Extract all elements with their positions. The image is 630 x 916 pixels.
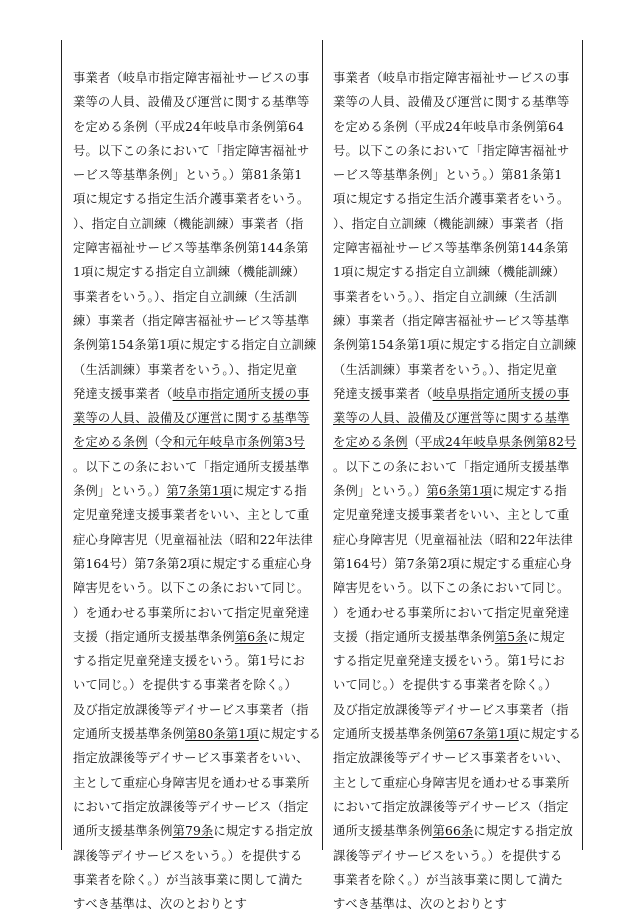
text-segment: 条例第154条第1項に規定する指定自立訓練: [73, 338, 317, 353]
text-line: [333, 649, 573, 673]
text-line: [333, 455, 573, 479]
text-segment: （: [147, 435, 161, 450]
text-line: [333, 771, 573, 795]
text-segment: において指定放課後等デイサービス（指定: [73, 799, 309, 814]
text-line: [333, 625, 573, 649]
text-segment: 事業者を除く。）が当該事業に関して満た: [73, 872, 304, 887]
text-line: [73, 819, 313, 843]
text-segment: 定児童発達支援事業者をいい、主として重: [333, 508, 570, 523]
text-line: [333, 382, 573, 406]
text-segment: を定める条例（平成24年岐阜市条例第64: [333, 119, 565, 134]
text-segment: 練）事業者（指定障害福祉サービス等基準: [333, 313, 570, 328]
table-column-divider: [322, 40, 323, 850]
text-line: [333, 601, 573, 625]
text-line: [73, 163, 313, 187]
text-segment: ）を通わせる事業所において指定児童発達: [333, 605, 570, 620]
text-segment: 第164号）第7条第2項に規定する重症心身: [333, 556, 573, 571]
current-text-column: [333, 66, 581, 916]
text-segment: ）、指定自立訓練（機能訓練）事業者（指: [333, 216, 564, 231]
text-segment: 症心身障害児（児童福祉法（昭和22年法律: [73, 532, 313, 547]
table-border-right: [582, 40, 583, 850]
text-segment: 指定放課後等デイサービス事業者をいい、: [73, 751, 309, 766]
text-line: [333, 528, 573, 552]
text-line: [333, 892, 573, 916]
underlined-amendment: 第6条第1項: [426, 484, 493, 499]
text-line: [73, 601, 313, 625]
text-segment: する指定児童発達支援をいう。第1号にお: [73, 654, 306, 669]
text-segment: 課後等デイサービスをいう。）を提供する: [333, 848, 563, 863]
text-segment: に規定する指定放: [213, 824, 313, 839]
underlined-amendment: 令和元年岐阜市条例第3号: [160, 435, 306, 450]
text-segment: ービス等基準条例」という。）第81条第1: [333, 168, 563, 183]
text-line: [73, 649, 313, 673]
text-segment: 支援（指定通所支援基準条例: [73, 629, 235, 644]
text-segment: 第164号）第7条第2項に規定する重症心身: [73, 556, 313, 571]
text-segment: ービス等基準条例」という。）第81条第1: [73, 168, 303, 183]
text-line: [333, 309, 573, 333]
text-segment: に規定: [267, 629, 306, 644]
text-line: [333, 722, 581, 746]
text-segment: する指定児童発達支援をいう。第1号にお: [333, 654, 566, 669]
text-line: [333, 212, 573, 236]
text-segment: 条例第154条第1項に規定する指定自立訓練: [333, 338, 577, 353]
text-line: [73, 771, 313, 795]
underlined-amendment: 岐阜市指定通所支援の事: [172, 386, 310, 401]
underlined-amendment: 第66条: [432, 824, 474, 839]
text-segment: に規定する指: [232, 484, 307, 499]
underlined-amendment: 第79条: [172, 824, 214, 839]
text-segment: に規定する指: [492, 484, 567, 499]
text-line: [73, 576, 313, 600]
text-segment: に規定する指定放: [473, 824, 573, 839]
underlined-amendment: 業等の人員、設備及び運営に関する基準等: [73, 411, 310, 426]
text-segment: 事業者（岐阜市指定障害福祉サービスの事: [333, 71, 570, 85]
text-line: [333, 673, 573, 697]
underlined-amendment: 第7条第1項: [166, 484, 233, 499]
text-segment: 項に規定する指定生活介護事業者をいう。: [73, 192, 310, 207]
underlined-amendment: を定める条例: [333, 435, 408, 450]
underlined-amendment: 第6条: [234, 629, 268, 644]
text-segment: すべき基準は、次のとおりとす: [73, 897, 248, 912]
text-segment: において指定放課後等デイサービス（指定: [333, 799, 569, 814]
text-line: [73, 625, 313, 649]
text-line: [333, 260, 573, 284]
table-border-left: [61, 40, 62, 850]
text-line: [333, 163, 573, 187]
text-line: [73, 479, 313, 503]
text-segment: 主として重症心身障害児を通わせる事業所: [73, 775, 310, 790]
text-segment: 定障害福祉サービス等基準条例第144条第: [333, 241, 569, 256]
text-line: [333, 479, 573, 503]
text-line: [333, 358, 573, 382]
comparison-table: [61, 40, 583, 912]
text-line: [333, 746, 573, 770]
text-line: [73, 358, 313, 382]
text-line: [333, 503, 573, 527]
text-line: [73, 673, 313, 697]
underlined-amendment: 業等の人員、設備及び運営等に関する基準: [333, 411, 570, 426]
text-segment: 通所支援基準条例: [333, 824, 433, 839]
text-line: [333, 698, 573, 722]
text-line: [73, 892, 313, 916]
text-line: [73, 90, 313, 114]
text-line: [73, 844, 313, 868]
underlined-amendment: を定める条例: [73, 435, 148, 450]
text-segment: すべき基準は、次のとおりとす: [333, 897, 508, 912]
text-line: [73, 528, 313, 552]
text-segment: 事業者を除く。）が当該事業に関して満た: [333, 872, 564, 887]
text-line: [73, 430, 313, 454]
text-segment: 障害児をいう。以下この条において同じ。: [333, 581, 570, 596]
text-line: [333, 552, 573, 576]
text-segment: 1項に規定する指定自立訓練（機能訓練）: [333, 265, 566, 280]
text-line: [73, 115, 313, 139]
text-segment: 。以下この条において「指定通所支援基準: [333, 459, 570, 474]
text-line: [333, 139, 573, 163]
text-line: [73, 552, 313, 576]
text-line: [333, 819, 573, 843]
text-segment: 定通所支援基準条例: [333, 727, 446, 742]
text-segment: （生活訓練）事業者をいう。）、指定児童: [333, 362, 558, 377]
underlined-amendment: 第67条第1項: [445, 727, 519, 742]
text-line: [73, 503, 313, 527]
text-line: [333, 844, 573, 868]
text-line: [73, 746, 313, 770]
text-segment: 事業者（岐阜市指定障害福祉サービスの事: [73, 71, 310, 85]
text-segment: に規定する: [258, 727, 321, 742]
text-segment: 主として重症心身障害児を通わせる事業所: [333, 775, 570, 790]
text-segment: いて同じ。）を提供する事業者を除く。）: [73, 678, 297, 693]
text-line: [73, 868, 313, 892]
underlined-amendment: 第80条第1項: [185, 727, 259, 742]
text-line: [333, 90, 573, 114]
text-line: [333, 576, 573, 600]
text-line: [73, 66, 313, 90]
text-segment: 項に規定する指定生活介護事業者をいう。: [333, 192, 570, 207]
text-line: [73, 187, 313, 211]
text-line: [73, 722, 321, 746]
text-line: [73, 455, 313, 479]
text-line: [73, 212, 313, 236]
text-line: [333, 333, 577, 357]
text-segment: 通所支援基準条例: [73, 824, 173, 839]
text-line: [333, 187, 573, 211]
text-line: [73, 139, 313, 163]
revised-text-column: [73, 66, 321, 916]
text-segment: 症心身障害児（児童福祉法（昭和22年法律: [333, 532, 573, 547]
text-segment: 号。以下この条において「指定障害福祉サ: [333, 143, 570, 158]
text-segment: 発達支援事業者（: [333, 386, 433, 401]
text-segment: 定障害福祉サービス等基準条例第144条第: [73, 241, 309, 256]
text-line: [73, 309, 313, 333]
text-segment: 定通所支援基準条例: [73, 727, 186, 742]
text-segment: 定児童発達支援事業者をいい、主として重: [73, 508, 310, 523]
text-segment: を定める条例（平成24年岐阜市条例第64: [73, 119, 305, 134]
text-line: [333, 66, 573, 90]
text-segment: 条例」という。）: [333, 484, 427, 499]
text-line: [333, 430, 577, 454]
underlined-amendment: 平成24年岐阜県条例第82号: [420, 435, 577, 450]
text-line: [73, 285, 313, 309]
text-segment: 事業者をいう。）、指定自立訓練（生活訓: [333, 289, 558, 304]
text-segment: 支援（指定通所支援基準条例: [333, 629, 495, 644]
text-line: [73, 795, 313, 819]
text-segment: 及び指定放課後等デイサービス事業者（指: [73, 702, 309, 717]
text-line: [333, 115, 573, 139]
text-segment: 業等の人員、設備及び運営に関する基準等: [333, 95, 570, 110]
text-line: [333, 285, 573, 309]
text-segment: 号。以下この条において「指定障害福祉サ: [73, 143, 310, 158]
text-segment: ）、指定自立訓練（機能訓練）事業者（指: [73, 216, 304, 231]
text-segment: 発達支援事業者（: [73, 386, 173, 401]
text-segment: 課後等デイサービスをいう。）を提供する: [73, 848, 303, 863]
text-segment: 指定放課後等デイサービス事業者をいい、: [333, 751, 569, 766]
text-segment: いて同じ。）を提供する事業者を除く。）: [333, 678, 557, 693]
text-segment: （生活訓練）事業者をいう。）、指定児童: [73, 362, 298, 377]
text-segment: （: [407, 435, 421, 450]
text-line: [73, 406, 313, 430]
text-segment: に規定: [527, 629, 566, 644]
text-segment: 1項に規定する指定自立訓練（機能訓練）: [73, 265, 306, 280]
text-line: [73, 333, 317, 357]
underlined-amendment: 第5条: [494, 629, 528, 644]
text-line: [333, 795, 573, 819]
text-segment: 及び指定放課後等デイサービス事業者（指: [333, 702, 569, 717]
text-line: [333, 868, 573, 892]
text-line: [73, 260, 313, 284]
text-segment: 障害児をいう。以下この条において同じ。: [73, 581, 310, 596]
text-line: [73, 236, 313, 260]
text-line: [73, 382, 313, 406]
text-line: [333, 236, 573, 260]
text-segment: 事業者をいう。）、指定自立訓練（生活訓: [73, 289, 298, 304]
underlined-amendment: 岐阜県指定通所支援の事: [432, 386, 570, 401]
text-segment: 業等の人員、設備及び運営に関する基準等: [73, 95, 310, 110]
text-segment: ）を通わせる事業所において指定児童発達: [73, 605, 310, 620]
text-line: [73, 698, 313, 722]
text-segment: 条例」という。）: [73, 484, 167, 499]
text-line: [333, 406, 573, 430]
text-segment: 。以下この条において「指定通所支援基準: [73, 459, 310, 474]
text-segment: に規定する: [518, 727, 581, 742]
text-segment: 練）事業者（指定障害福祉サービス等基準: [73, 313, 310, 328]
